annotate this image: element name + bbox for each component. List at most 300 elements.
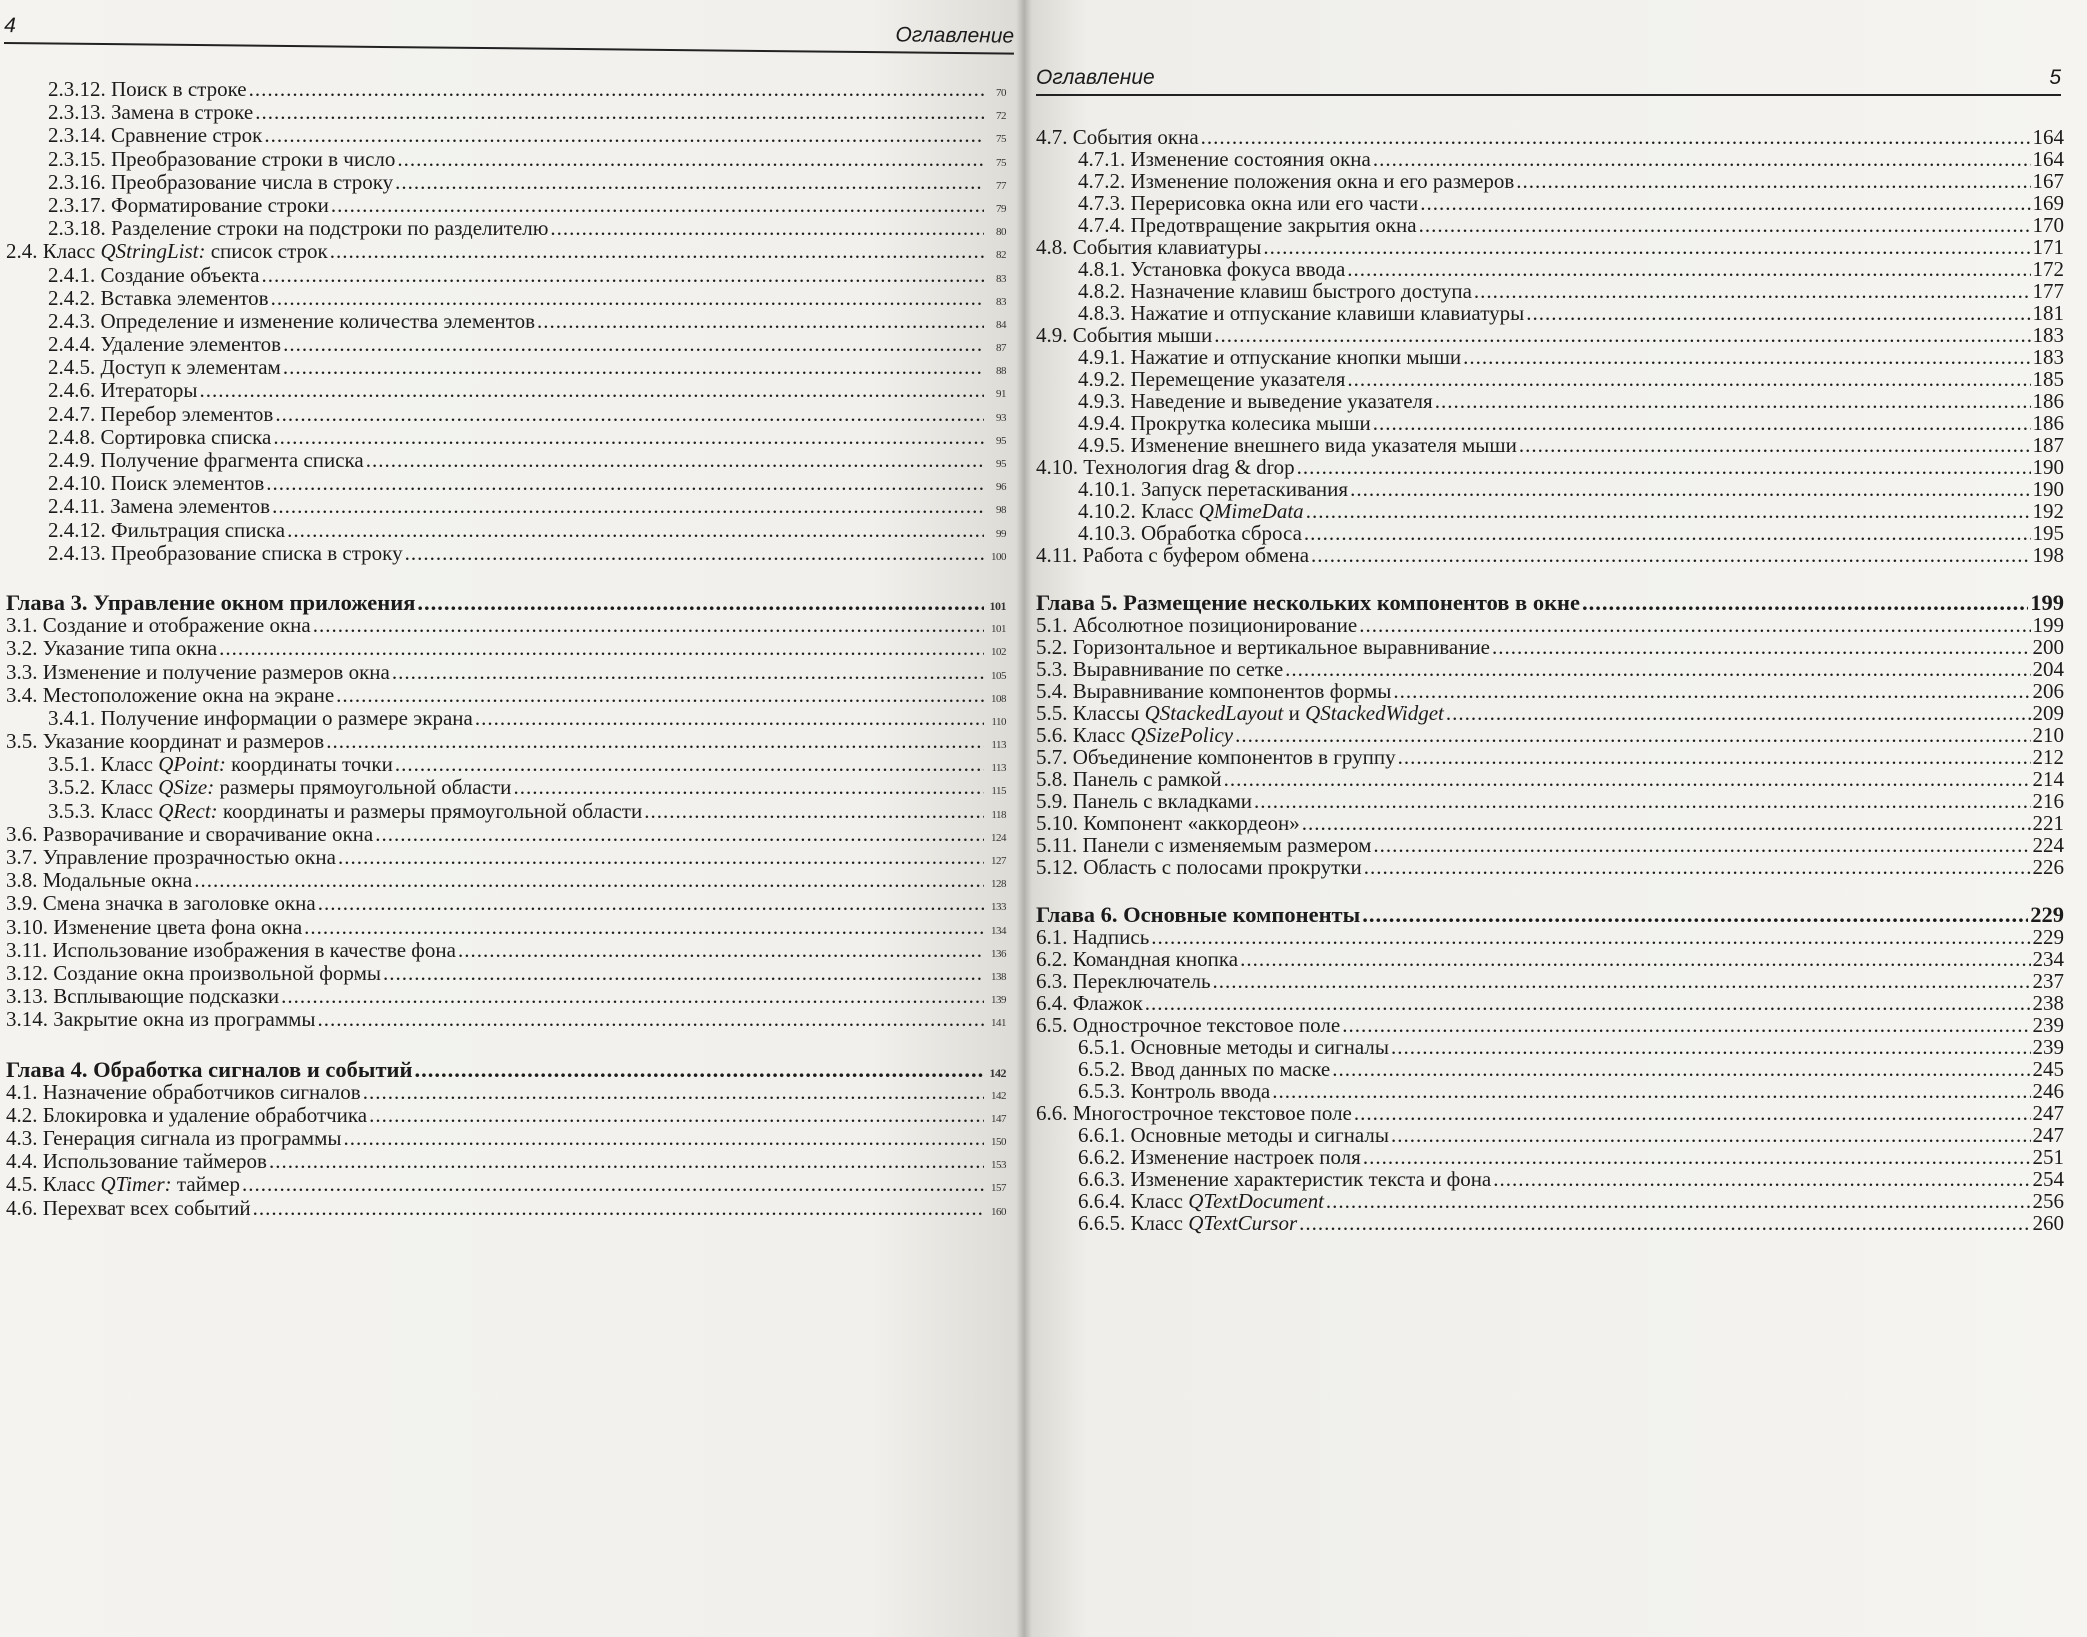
book-gutter <box>1016 0 1032 1637</box>
toc-entry-label: 6.6. Многострочное текстовое поле <box>1036 1101 1352 1125</box>
toc-entry-label: 4.9.3. Наведение и выведение указателя <box>1078 389 1433 413</box>
toc-leader-dots <box>1363 1146 2031 1168</box>
toc-entry-label: 4.7.1. Изменение состояния окна <box>1078 147 1371 171</box>
toc-leader-dots <box>1354 1102 2031 1124</box>
toc-entry <box>6 753 1006 776</box>
toc-page-number: 181 <box>2032 301 2064 325</box>
toc-leader-dots <box>1285 658 2030 680</box>
toc-entry-label: 2.4.5. Доступ к элементам <box>48 355 281 380</box>
toc-leader-dots <box>275 403 984 426</box>
toc-page-number: 110 <box>991 715 1006 728</box>
toc-entry-label: 3.10. Изменение цвета фона окна <box>6 914 303 939</box>
toc-entry-label: 4.3. Генерация сигнала из программы <box>6 1126 342 1151</box>
left-running-header <box>4 14 1014 55</box>
toc-entry <box>6 78 1006 101</box>
toc-page-number: 224 <box>2032 833 2064 857</box>
toc-entry <box>6 542 1006 565</box>
toc-page-number: 246 <box>2032 1079 2064 1103</box>
toc-entry <box>6 939 1006 962</box>
toc-leader-dots <box>1347 258 2030 280</box>
toc-leader-dots <box>313 614 984 637</box>
toc-page-number: 77 <box>996 179 1006 192</box>
toc-leader-dots <box>1350 478 2030 500</box>
toc-leader-dots <box>363 1081 984 1104</box>
toc-entry-label: Глава 4. Обработка сигналов и событий <box>6 1056 413 1082</box>
toc-leader-dots <box>338 846 984 869</box>
toc-entry-label: 4.10. Технология drag & drop <box>1036 455 1295 479</box>
toc-page-number: 91 <box>996 388 1006 401</box>
toc-leader-dots <box>344 1127 985 1150</box>
toc-entry <box>6 707 1006 730</box>
toc-leader-dots <box>1364 856 2031 878</box>
toc-page-number: 105 <box>991 669 1006 682</box>
toc-page-number: 186 <box>2032 411 2064 435</box>
toc-leader-dots <box>1201 126 2031 148</box>
toc-leader-dots <box>1492 636 2030 658</box>
toc-page-number: 84 <box>996 318 1006 331</box>
toc-page-number: 226 <box>2032 855 2064 879</box>
toc-leader-dots <box>283 356 984 379</box>
toc-entry <box>1036 614 2064 636</box>
toc-entry <box>6 472 1006 495</box>
toc-entry <box>1036 368 2064 390</box>
toc-entry-label: 6.6.3. Изменение характеристик текста и фона <box>1078 1167 1492 1191</box>
toc-entry <box>6 101 1006 124</box>
toc-page-number: 260 <box>2032 1211 2064 1235</box>
toc-leader-dots <box>1272 1080 2030 1102</box>
toc-entry <box>1036 258 2064 280</box>
toc-page-number: 75 <box>996 133 1006 146</box>
toc-entry <box>6 124 1006 147</box>
toc-entry-label: 5.10. Компонент «аккордеон» <box>1036 811 1300 835</box>
toc-page-number: 141 <box>991 1017 1006 1030</box>
toc-entry <box>1036 1146 2064 1168</box>
toc-leader-dots <box>475 707 984 730</box>
toc-page-number: 164 <box>2032 147 2064 171</box>
toc-entry <box>1036 126 2064 148</box>
toc-leader-dots <box>1302 812 2031 834</box>
toc-entry-label: 2.4.1. Создание объекта <box>48 262 260 287</box>
toc-entry-label: 4.8. События клавиатуры <box>1036 235 1262 259</box>
toc-page-number: 147 <box>991 1112 1006 1125</box>
toc-entry-label: 6.6.1. Основные методы и сигналы <box>1078 1123 1390 1147</box>
toc-entry-label: 3.2. Указание типа окна <box>6 636 218 661</box>
toc-leader-dots <box>395 753 984 776</box>
toc-entry <box>1036 970 2064 992</box>
toc-entry-label: 4.10.2. Класс QMimeData <box>1078 499 1304 523</box>
toc-entry <box>1036 434 2064 456</box>
toc-leader-dots <box>1373 412 2031 434</box>
toc-page-number: 128 <box>991 878 1006 891</box>
toc-leader-dots <box>1306 500 2031 522</box>
toc-page-number: 239 <box>2032 1035 2064 1059</box>
toc-entry <box>1036 544 2064 566</box>
toc-page-number: 170 <box>2032 213 2064 237</box>
toc-leader-dots <box>1224 768 2031 790</box>
toc-entry <box>1036 1014 2064 1036</box>
toc-entry-label: 6.6.2. Изменение настроек поля <box>1078 1145 1361 1169</box>
toc-leader-dots <box>219 637 984 660</box>
toc-page-number: 124 <box>991 831 1006 844</box>
toc-page-number: 101 <box>991 623 1006 636</box>
toc-entry-label: 3.4. Местоположение окна на экране <box>6 682 335 707</box>
toc-entry-label: 5.12. Область с полосами прокрутки <box>1036 855 1362 879</box>
toc-entry <box>6 1150 1006 1173</box>
toc-page-number: 221 <box>2032 811 2064 835</box>
toc-leader-dots <box>1393 680 2030 702</box>
toc-entry-label: 3.12. Создание окна произвольной формы <box>6 960 381 985</box>
toc-leader-dots <box>405 542 984 565</box>
toc-entry <box>1036 680 2064 702</box>
toc-page-number: 153 <box>991 1159 1006 1172</box>
toc-entry-label: 4.1. Назначение обработчиков сигналов <box>6 1079 361 1104</box>
toc-entry-label: 3.11. Использование изображения в качестве фона <box>6 937 456 962</box>
toc-entry-label: 3.5. Указание координат и размеров <box>6 729 325 754</box>
toc-entry-label: 2.4. Класс QStringList: список строк <box>6 239 328 264</box>
toc-leader-dots <box>1373 148 2031 170</box>
toc-page-number: 247 <box>2032 1123 2064 1147</box>
toc-entry-label: 6.5. Однострочное текстовое поле <box>1036 1013 1341 1037</box>
toc-leader-dots <box>1151 926 2030 948</box>
toc-entry <box>6 776 1006 799</box>
toc-entry-label: 3.5.1. Класс QPoint: координаты точки <box>48 752 393 777</box>
toc-entry <box>1036 812 2064 834</box>
toc-entry-label: 3.1. Создание и отображение окна <box>6 613 311 638</box>
toc-entry-label: 4.9.2. Перемещение указателя <box>1078 367 1346 391</box>
toc-entry-label: 4.5. Класс QTimer: таймер <box>6 1172 240 1197</box>
toc-leader-dots <box>1213 970 2031 992</box>
left-header-title: Оглавление <box>895 23 1015 48</box>
toc-page-number: 83 <box>996 295 1006 308</box>
toc-entry <box>1036 702 2064 724</box>
toc-leader-dots <box>550 217 984 240</box>
toc-entry <box>1036 790 2064 812</box>
toc-entry-label: 4.10.1. Запуск перетаскивания <box>1078 477 1349 501</box>
toc-leader-dots <box>1235 724 2030 746</box>
toc-entry-label: 4.8.3. Нажатие и отпускание клавиши клавиатуры <box>1078 301 1525 325</box>
toc-leader-dots <box>537 310 984 333</box>
toc-leader-dots <box>331 194 984 217</box>
toc-page-number: 247 <box>2032 1101 2064 1125</box>
toc-entry <box>1036 1124 2064 1146</box>
toc-page-number: 229 <box>2030 902 2064 927</box>
toc-leader-dots <box>1519 434 2031 456</box>
toc-entry <box>1036 658 2064 680</box>
toc-entry <box>1036 834 2064 856</box>
toc-page-number: 115 <box>991 785 1006 798</box>
toc-page-number: 138 <box>991 970 1006 983</box>
toc-entry <box>1036 478 2064 500</box>
toc-leader-dots <box>369 1104 984 1127</box>
toc-leader-dots <box>287 519 984 542</box>
toc-leader-dots <box>199 379 984 402</box>
toc-leader-dots <box>1359 614 2030 636</box>
toc-entry <box>6 892 1006 915</box>
toc-entry <box>1036 746 2064 768</box>
toc-page-number: 96 <box>996 481 1006 494</box>
toc-page-number: 209 <box>2032 701 2064 725</box>
toc-page-number: 133 <box>991 901 1006 914</box>
toc-entry <box>6 614 1006 637</box>
toc-entry-label: 6.6.4. Класс QTextDocument <box>1078 1189 1324 1213</box>
toc-entry <box>1036 1036 2064 1058</box>
toc-page-number: 171 <box>2032 235 2064 259</box>
toc-entry <box>6 730 1006 753</box>
toc-leader-dots <box>414 1058 984 1081</box>
toc-entry-label: 5.8. Панель с рамкой <box>1036 767 1222 791</box>
toc-entry-label: 3.5.3. Класс QRect: координаты и размеры прямоугольной области <box>48 798 643 823</box>
toc-chapter-entry <box>1036 904 2064 926</box>
toc-leader-dots <box>1332 1058 2030 1080</box>
toc-entry-label: 2.4.2. Вставка элементов <box>48 285 269 310</box>
toc-entry-label: 4.4. Использование таймеров <box>6 1149 267 1174</box>
toc-page-number: 100 <box>991 550 1006 563</box>
toc-leader-dots <box>375 823 984 846</box>
toc-entry <box>1036 412 2064 434</box>
toc-entry <box>6 356 1006 379</box>
toc-leader-dots <box>283 333 984 356</box>
toc-entry-label: 2.3.16. Преобразование числа в строку <box>48 169 394 194</box>
toc-page-number: 214 <box>2032 767 2064 791</box>
toc-page-number: 177 <box>2032 279 2064 303</box>
toc-entry-label: 4.11. Работа с буфером обмена <box>1036 543 1310 567</box>
toc-leader-dots <box>1420 192 2030 214</box>
toc-entry-label: 2.3.14. Сравнение строк <box>48 123 263 148</box>
toc-leader-dots <box>1391 1036 2030 1058</box>
toc-leader-dots <box>1214 324 2030 346</box>
toc-entry-label: 6.6.5. Класс QTextCursor <box>1078 1211 1298 1235</box>
toc-page-number: 234 <box>2032 947 2064 971</box>
toc-entry <box>1036 1190 2064 1212</box>
toc-entry <box>1036 856 2064 878</box>
toc-page-number: 239 <box>2032 1013 2064 1037</box>
toc-leader-dots <box>281 985 984 1008</box>
toc-leader-dots <box>1446 702 2031 724</box>
toc-entry <box>6 310 1006 333</box>
toc-entry-label: 4.10.3. Обработка сброса <box>1078 521 1302 545</box>
toc-entry-label: 3.14. Закрытие окна из программы <box>6 1007 316 1032</box>
toc-page-number: 183 <box>2032 323 2064 347</box>
toc-leader-dots <box>253 1197 984 1220</box>
toc-page-number: 118 <box>991 808 1006 821</box>
toc-entry <box>6 916 1006 939</box>
toc-page-number: 108 <box>991 692 1006 705</box>
toc-page-number: 172 <box>2032 257 2064 281</box>
toc-leader-dots <box>1299 1212 2030 1234</box>
toc-entry-label: 4.9.4. Прокрутка колесика мыши <box>1078 411 1371 435</box>
toc-leader-dots <box>1347 368 2030 390</box>
toc-entry-label: 2.4.7. Перебор элементов <box>48 401 274 426</box>
toc-entry <box>1036 302 2064 324</box>
toc-entry-label: 3.3. Изменение и получение размеров окна <box>6 659 390 684</box>
toc-leader-dots <box>1435 390 2031 412</box>
toc-entry-label: 3.7. Управление прозрачностью окна <box>6 845 336 869</box>
toc-page-number: 186 <box>2032 389 2064 413</box>
toc-entry <box>6 869 1006 892</box>
toc-entry <box>6 1197 1006 1220</box>
toc-page-number: 190 <box>2032 477 2064 501</box>
toc-page-number: 150 <box>991 1136 1006 1149</box>
toc-entry <box>1036 768 2064 790</box>
toc-leader-dots <box>318 1008 984 1031</box>
toc-entry <box>1036 724 2064 746</box>
right-header-title: Оглавление <box>1036 66 1155 89</box>
toc-page-number: 157 <box>991 1182 1006 1195</box>
toc-page-number: 102 <box>991 646 1006 659</box>
toc-leader-dots <box>1254 790 2030 812</box>
toc-entry-label: 2.3.17. Форматирование строки <box>48 192 329 217</box>
toc-entry <box>6 449 1006 472</box>
toc-leader-dots <box>1526 302 2030 324</box>
toc-entry <box>1036 926 2064 948</box>
toc-page-number: 127 <box>991 855 1006 867</box>
toc-page-number: 200 <box>2032 635 2064 659</box>
toc-page-number: 87 <box>996 342 1006 355</box>
toc-page-number: 192 <box>2032 499 2064 523</box>
toc-page-number: 160 <box>991 1205 1006 1218</box>
toc-leader-dots <box>1463 346 2030 368</box>
toc-page-number: 101 <box>989 598 1006 613</box>
toc-entry <box>1036 324 2064 346</box>
toc-entry-label: 3.4.1. Получение информации о размере экрана <box>48 705 473 730</box>
toc-entry-label: 4.6. Перехват всех событий <box>6 1195 251 1220</box>
toc-entry-label: 6.4. Флажок <box>1036 991 1143 1015</box>
toc-page-number: 88 <box>996 365 1006 378</box>
toc-page-number: 95 <box>996 434 1006 447</box>
toc-leader-dots <box>269 1150 984 1173</box>
toc-leader-dots <box>1391 1124 2030 1146</box>
toc-leader-dots <box>262 264 985 287</box>
toc-entry-label: 2.4.8. Сортировка списка <box>48 424 272 449</box>
toc-leader-dots <box>336 684 984 707</box>
toc-entry-label: 2.4.9. Получение фрагмента списка <box>48 448 364 472</box>
toc-entry <box>1036 214 2064 236</box>
toc-entry <box>1036 1212 2064 1234</box>
toc-leader-dots <box>1311 544 2030 566</box>
toc-entry-label: 4.8.1. Установка фокуса ввода <box>1078 257 1346 281</box>
toc-entry <box>6 426 1006 449</box>
right-running-header <box>1036 66 2061 96</box>
toc-entry <box>6 1008 1006 1031</box>
toc-page-number: 212 <box>2032 745 2064 769</box>
toc-entry <box>1036 170 2064 192</box>
toc-entry <box>1036 1168 2064 1190</box>
toc-entry-label: 2.4.10. Поиск элементов <box>48 471 265 496</box>
toc-page-number: 136 <box>991 947 1006 960</box>
toc-leader-dots <box>1493 1168 2030 1190</box>
toc-leader-dots <box>330 240 984 263</box>
toc-page-number: 251 <box>2032 1145 2064 1169</box>
toc-page-number: 98 <box>996 504 1006 517</box>
toc-entry <box>6 333 1006 356</box>
toc-leader-dots <box>255 101 984 124</box>
toc-entry <box>6 1173 1006 1196</box>
toc-page-number: 210 <box>2032 723 2064 747</box>
toc-page-number: 245 <box>2032 1057 2064 1081</box>
toc-leader-dots <box>326 730 984 753</box>
toc-entry-label: Глава 5. Размещение нескольких компонентов в окне <box>1036 590 1580 615</box>
toc-page-number: 164 <box>2032 125 2064 149</box>
toc-entry <box>6 1104 1006 1127</box>
toc-page-number: 113 <box>991 762 1006 775</box>
toc-leader-dots <box>194 869 984 892</box>
toc-entry <box>1036 192 2064 214</box>
toc-leader-dots <box>1419 214 2031 236</box>
toc-leader-dots <box>1582 592 2028 614</box>
right-page-number: 5 <box>2049 66 2061 89</box>
toc-leader-dots <box>249 78 984 101</box>
toc-page-number: 95 <box>996 458 1006 470</box>
toc-entry <box>6 1081 1006 1104</box>
toc-entry-label: 5.7. Объединение компонентов в группу <box>1036 745 1396 769</box>
toc-entry-label: 2.4.4. Удаление элементов <box>48 332 282 357</box>
toc-page-number: 72 <box>996 110 1006 123</box>
toc-page-number: 142 <box>989 1065 1006 1080</box>
toc-page-number: 254 <box>2032 1167 2064 1191</box>
toc-entry <box>1036 280 2064 302</box>
toc-entry-label: 6.2. Командная кнопка <box>1036 947 1239 971</box>
toc-entry-label: 3.5.2. Класс QSize: размеры прямоугольной области <box>48 775 512 800</box>
toc-leader-dots <box>242 1173 984 1196</box>
toc-leader-dots <box>271 287 984 310</box>
toc-entry-label: 2.3.13. Замена в строке <box>48 100 254 125</box>
toc-entry-label: 4.7. События окна <box>1036 125 1199 149</box>
toc-entry <box>6 495 1006 518</box>
toc-page-number: 229 <box>2032 925 2064 949</box>
toc-page-number: 79 <box>996 202 1006 215</box>
toc-entry <box>6 519 1006 542</box>
toc-leader-dots <box>1362 904 2028 926</box>
left-page <box>0 0 1024 1637</box>
toc-entry <box>1036 346 2064 368</box>
toc-entry <box>1036 1058 2064 1080</box>
toc-entry <box>6 637 1006 660</box>
toc-entry-label: 3.8. Модальные окна <box>6 868 193 893</box>
toc-entry <box>6 240 1006 263</box>
toc-leader-dots <box>392 661 984 684</box>
toc-entry <box>1036 992 2064 1014</box>
toc-page-number: 93 <box>996 411 1006 424</box>
toc-entry-label: 4.2. Блокировка и удаление обработчика <box>6 1102 368 1127</box>
toc-entry <box>6 217 1006 240</box>
toc-entry-label: 4.9.5. Изменение внешнего вида указателя мыши <box>1078 433 1517 457</box>
toc-page-number: 190 <box>2032 455 2064 479</box>
toc-entry <box>6 684 1006 707</box>
toc-entry <box>6 403 1006 426</box>
toc-page-number: 199 <box>2032 613 2064 637</box>
toc-page-number: 134 <box>991 924 1006 937</box>
toc-leader-dots <box>304 916 984 939</box>
toc-page-number: 198 <box>2032 543 2064 567</box>
toc-leader-dots <box>1240 948 2030 970</box>
toc-entry <box>6 1127 1006 1150</box>
toc-page-number: 256 <box>2032 1189 2064 1213</box>
toc-page-number: 195 <box>2032 521 2064 545</box>
toc-leader-dots <box>458 939 984 962</box>
toc-entry-label: 5.4. Выравнивание компонентов формы <box>1036 679 1392 703</box>
toc-entry-label: 4.9.1. Нажатие и отпускание кнопки мыши <box>1078 345 1462 369</box>
toc-entry-label: 2.3.15. Преобразование строки в число <box>48 146 396 171</box>
toc-leader-dots <box>1145 992 2031 1014</box>
toc-entry-label: 4.8.2. Назначение клавиш быстрого доступа <box>1078 279 1472 303</box>
right-toc <box>1036 126 2064 1234</box>
toc-entry <box>1036 522 2064 544</box>
toc-entry <box>6 379 1006 402</box>
toc-page-number: 113 <box>991 739 1006 752</box>
toc-entry <box>1036 236 2064 258</box>
toc-leader-dots <box>644 800 984 823</box>
toc-leader-dots <box>1516 170 2030 192</box>
